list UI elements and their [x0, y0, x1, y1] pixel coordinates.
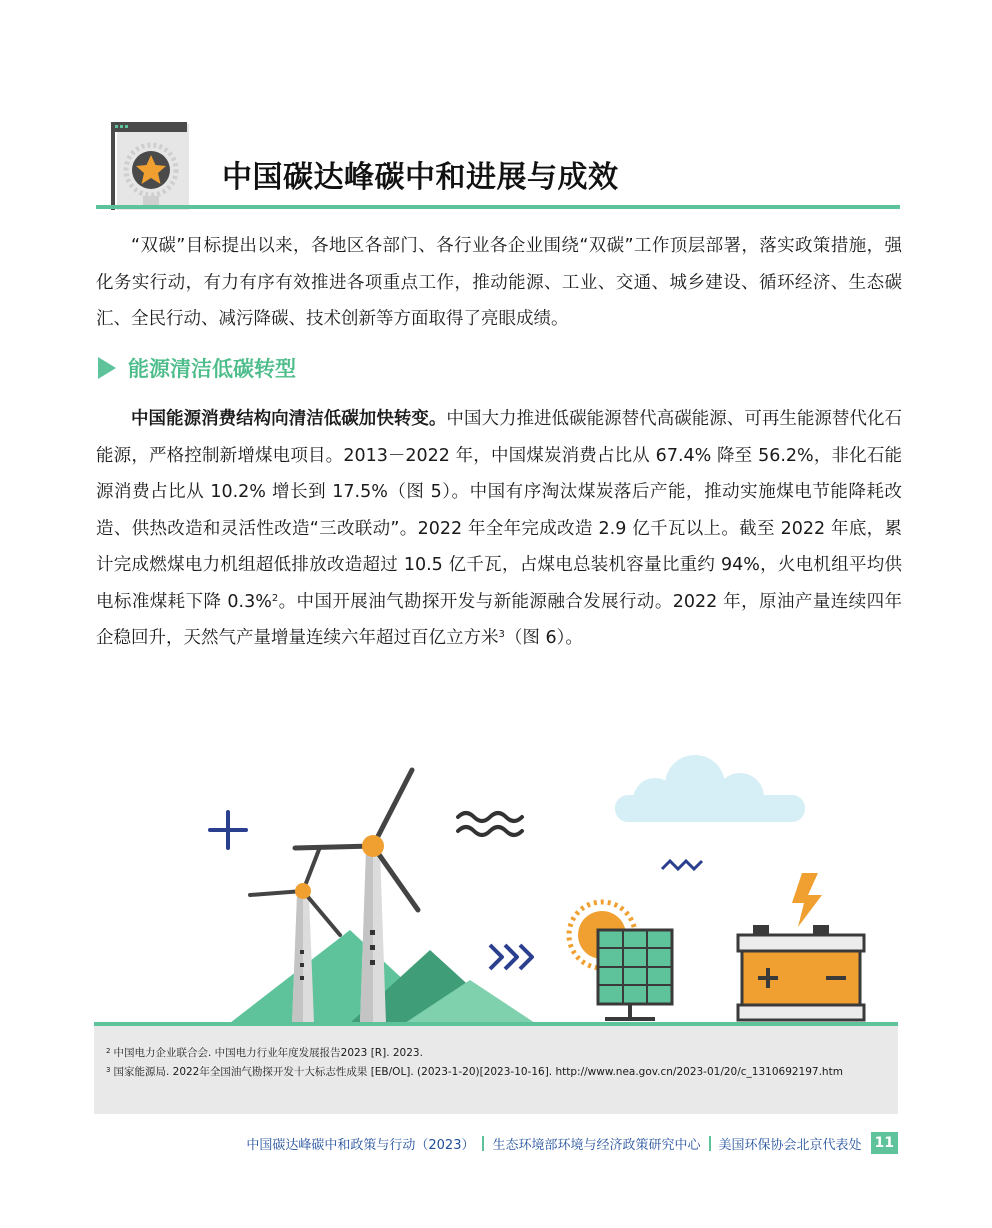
footer-separator: [482, 1136, 484, 1151]
body-text-b: 。中国开展油气勘探开发与新能源融合发展行动。2022 年，原油产量连续四年企稳回升，天然气产量增量连续六年超过百亿立方米: [96, 591, 902, 648]
award-badge-icon: [111, 122, 189, 210]
battery-icon: [738, 873, 864, 1020]
page-number: 11: [871, 1132, 898, 1154]
chevrons-right-icon: [490, 945, 532, 969]
body-text-c: （图 6）。: [504, 628, 583, 648]
title-divider: [96, 205, 900, 209]
footer-org-2: 美国环保协会北京代表处: [718, 1137, 862, 1153]
small-wave-icon: [662, 861, 702, 869]
footnote-2: $^2$ 中国电力企业联合会. 中国电力行业年度发展报告2023 [R]. 2023.: [106, 1047, 423, 1059]
footer-org-1: 生态环境部环境与经济政策研究中心: [492, 1137, 701, 1153]
triangle-bullet-icon: [98, 357, 116, 379]
plus-icon: [210, 812, 246, 848]
footer-separator: [709, 1136, 711, 1151]
cloud-icon: [615, 755, 805, 822]
footnote-ref-2: 2: [271, 592, 279, 604]
footnote-ref-3: 3: [498, 629, 505, 640]
running-footer: [246, 1131, 898, 1155]
body-paragraph: [96, 401, 902, 657]
section-title: 能源清洁低碳转型: [128, 357, 296, 381]
footnote-3: $^3$ 国家能源局. 2022年全国油气勘探开发十大标志性成果 [EB/OL]. (2023-1-20)[2023-10-16]. http://www.nea.gov.cn/2023-01/20/c_1310692197.htm: [106, 1066, 843, 1078]
footer-report-title: 中国碳达峰碳中和政策与行动（2023）: [246, 1137, 475, 1153]
solar-panel-icon: [598, 930, 672, 1019]
lead-sentence: 中国能源消费结构向清洁低碳加快转变。: [131, 409, 447, 429]
wind-waves-icon: [458, 813, 522, 835]
section-heading: [98, 354, 296, 382]
intro-paragraph: “双碳”目标提出以来，各地区各部门、各行业各企业围绕“双碳”工作顶层部署，落实政策措施，强化务实行动，有力有序有效推进各项重点工作，推动能源、工业、交通、城乡建设、循环经济、生态碳汇、全民行动、减污降碳、技术创新等方面取得了亮眼成绩。: [96, 236, 902, 329]
body-text-a: 中国大力推进低碳能源替代高碳能源、可再生能源替代化石能源，严格控制新增煤电项目。2013－2022 年，中国煤炭消费占比从 67.4% 降至 56.2%，非化石能源消费占比从 10.2% 增长到 17.5%（图 5）。中国有序淘汰煤炭落后产能，推动实施煤电节能降耗改造、供热改造和灵活性改造“三改联动”。2022 年全年完成改造 2.9 亿千瓦以上。截至 2022 年底，累计完成燃煤电力机组超低排放改造超过 10.5 亿千瓦，占煤电总装机容量比重约 94%，火电机组平均供电标准煤耗下降 0.3%: [96, 409, 903, 612]
page-title: 中国碳达峰碳中和进展与成效: [222, 160, 619, 195]
clean-energy-illustration: [190, 745, 910, 1030]
